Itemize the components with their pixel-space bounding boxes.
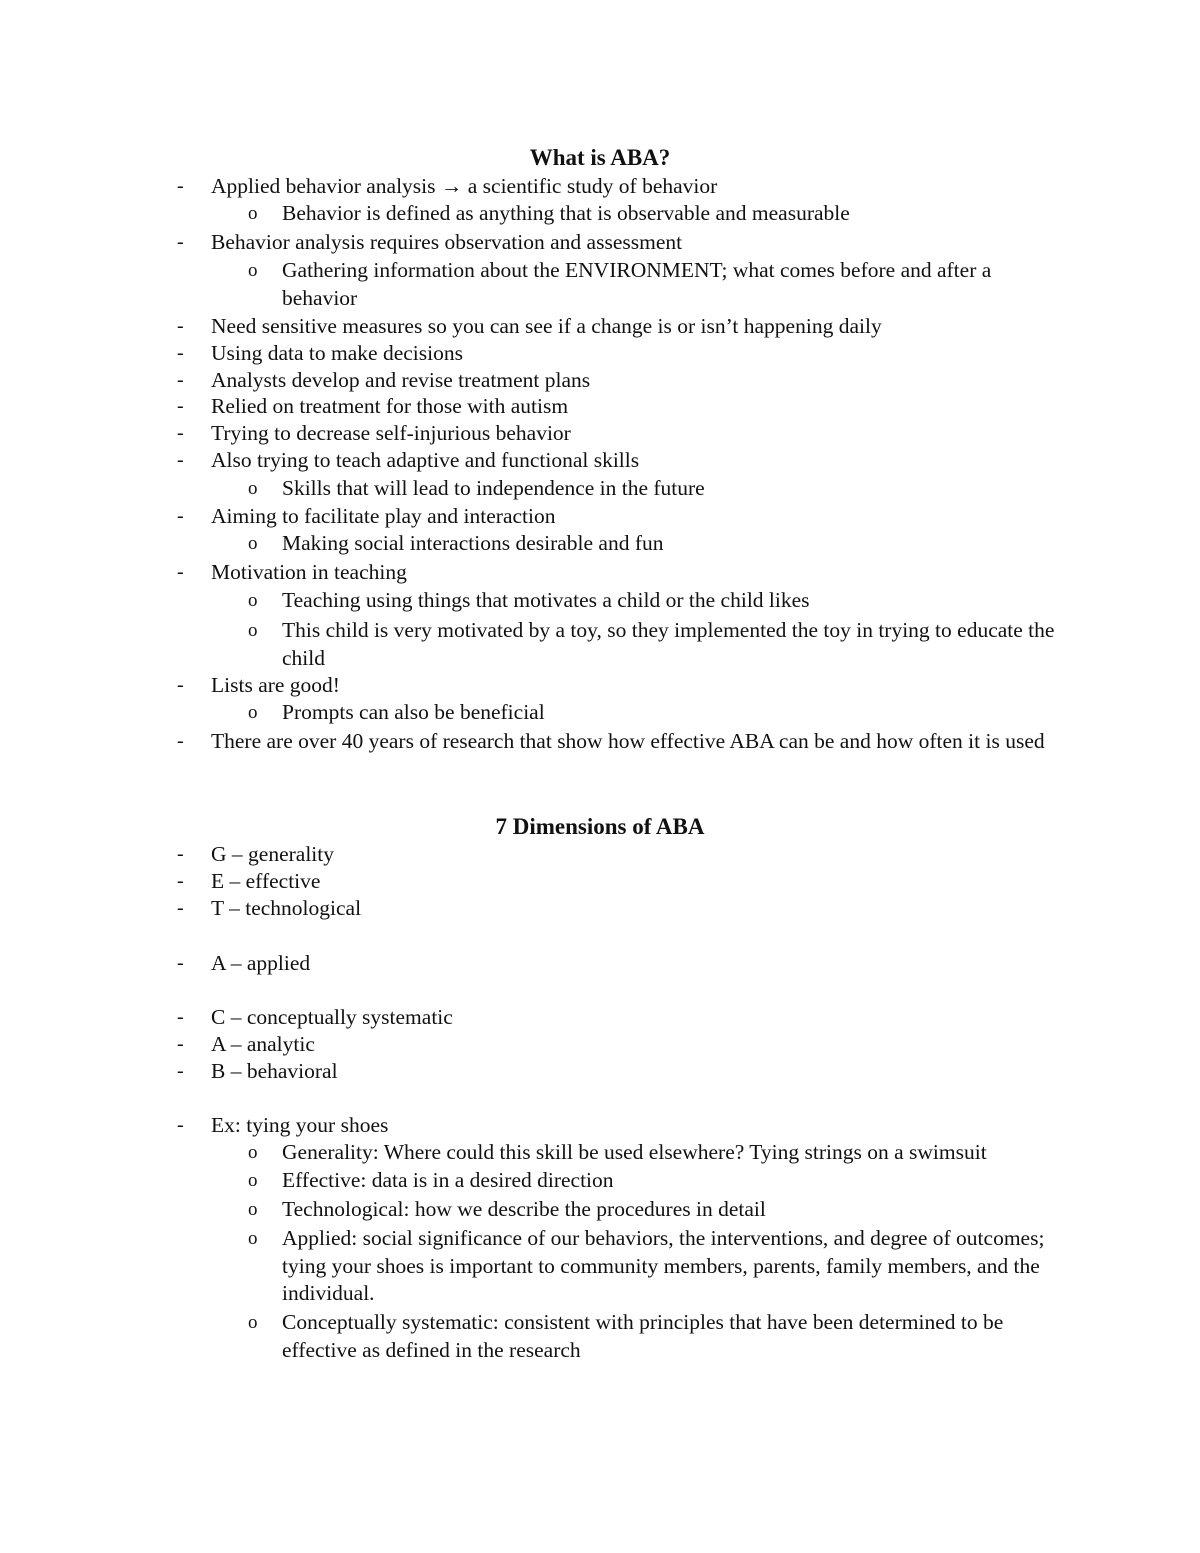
list-item xyxy=(177,950,1067,978)
list-item xyxy=(177,313,1067,341)
list-item-text: Need sensitive measures so you can see if a change is or isn’t happening daily xyxy=(211,314,882,338)
list-item-text: B – behavioral xyxy=(211,1059,338,1083)
heading-seven-dimensions: 7 Dimensions of ABA xyxy=(495,814,705,839)
list-item xyxy=(177,1004,1067,1032)
dash-bullet: - xyxy=(177,952,184,974)
list-item xyxy=(177,447,1067,475)
list-item xyxy=(177,340,1067,368)
dash-bullet: - xyxy=(177,175,184,197)
circle-bullet: o xyxy=(248,1142,258,1163)
sub-list-item xyxy=(248,699,1067,727)
sub-list-item xyxy=(248,530,1067,558)
list-item xyxy=(177,868,1067,896)
list-item xyxy=(177,1031,1067,1059)
sub-list-item xyxy=(248,200,1067,228)
dash-bullet: - xyxy=(177,561,184,583)
sub-list-item-text: Teaching using things that motivates a child or the child likes xyxy=(282,588,810,612)
list-item-text: Also trying to teach adaptive and functional skills xyxy=(211,448,640,472)
sub-list-item xyxy=(248,1225,1067,1308)
dash-bullet: - xyxy=(177,231,184,253)
sub-list-item xyxy=(248,1167,1067,1195)
circle-bullet: o xyxy=(248,1228,258,1249)
list-item xyxy=(177,1112,1067,1140)
list-item-text: Aiming to facilitate play and interaction xyxy=(211,504,556,528)
sub-list-item-text: Gathering information about the ENVIRONMENT; what comes before and after a behavior xyxy=(282,258,992,310)
dash-bullet: - xyxy=(177,1114,184,1136)
sub-list-item-text: Making social interactions desirable and fun xyxy=(282,531,664,555)
dash-bullet: - xyxy=(177,1006,184,1028)
list-item-text: Using data to make decisions xyxy=(211,341,463,365)
sub-list-item-text: Technological: how we describe the procedures in detail xyxy=(282,1197,766,1221)
circle-bullet: o xyxy=(248,260,258,281)
circle-bullet: o xyxy=(248,478,258,499)
list-item xyxy=(177,173,1067,201)
list-item-text: Motivation in teaching xyxy=(211,560,407,584)
sub-list-item-text: This child is very motivated by a toy, so they implemented the toy in trying to educate the child xyxy=(282,618,1055,670)
dash-bullet: - xyxy=(177,730,184,752)
list-item xyxy=(177,728,1067,756)
sub-list-item-text: Effective: data is in a desired direction xyxy=(282,1168,614,1192)
dash-bullet: - xyxy=(177,505,184,527)
sub-list-item xyxy=(248,475,1067,503)
dash-bullet: - xyxy=(177,870,184,892)
list-item-text: G – generality xyxy=(211,842,334,866)
dash-bullet: - xyxy=(177,395,184,417)
sub-list-item xyxy=(248,1309,1067,1364)
dash-bullet: - xyxy=(177,315,184,337)
sub-list-item-text: Prompts can also be beneficial xyxy=(282,700,545,724)
sub-list-item-text: Skills that will lead to independence in the future xyxy=(282,476,705,500)
list-item-text: A – applied xyxy=(211,951,311,975)
list-item xyxy=(177,229,1067,257)
list-item-text: E – effective xyxy=(211,869,321,893)
dash-bullet: - xyxy=(177,1060,184,1082)
dash-bullet: - xyxy=(177,674,184,696)
list-item-text: Relied on treatment for those with autism xyxy=(211,394,569,418)
list-item xyxy=(177,895,1067,923)
sub-list-item xyxy=(248,617,1067,672)
circle-bullet: o xyxy=(248,702,258,723)
sub-list-item-text: Conceptually systematic: consistent with principles that have been determined to be effective as defined in the research xyxy=(282,1310,1004,1362)
circle-bullet: o xyxy=(248,590,258,611)
list-item-text: A – analytic xyxy=(211,1032,315,1056)
list-item-text: Analysts develop and revise treatment plans xyxy=(211,368,591,392)
circle-bullet: o xyxy=(248,620,258,641)
list-item-text: There are over 40 years of research that show how effective ABA can be and how often it is used xyxy=(211,729,1045,753)
dash-bullet: - xyxy=(177,897,184,919)
list-item-text: Ex: tying your shoes xyxy=(211,1113,389,1137)
list-item xyxy=(177,672,1067,700)
sub-list-item-text: Applied: social significance of our behaviors, the interventions, and degree of outcomes; tying your shoes is important to community members, parents, family members, and the individual. xyxy=(282,1226,1045,1305)
list-item xyxy=(177,1058,1067,1086)
sub-list-item xyxy=(248,1196,1067,1224)
dash-bullet: - xyxy=(177,1033,184,1055)
list-item-text: Trying to decrease self-injurious behavior xyxy=(211,421,571,445)
sub-list-item-text: Behavior is defined as anything that is observable and measurable xyxy=(282,201,850,225)
circle-bullet: o xyxy=(248,1199,258,1220)
list-item xyxy=(177,503,1067,531)
sub-list-item xyxy=(248,257,1067,312)
list-item xyxy=(177,367,1067,395)
dash-bullet: - xyxy=(177,843,184,865)
list-item xyxy=(177,420,1067,448)
dash-bullet: - xyxy=(177,422,184,444)
list-item xyxy=(177,841,1067,869)
dash-bullet: - xyxy=(177,369,184,391)
sub-list-item-text: Generality: Where could this skill be used elsewhere? Tying strings on a swimsuit xyxy=(282,1140,987,1164)
dash-bullet: - xyxy=(177,449,184,471)
sub-list-item xyxy=(248,587,1067,615)
list-item-text: T – technological xyxy=(211,896,362,920)
circle-bullet: o xyxy=(248,533,258,554)
sub-list-item xyxy=(248,1139,1067,1167)
circle-bullet: o xyxy=(248,1312,258,1333)
circle-bullet: o xyxy=(248,1170,258,1191)
list-item-text: C – conceptually systematic xyxy=(211,1005,453,1029)
list-item-text: Lists are good! xyxy=(211,673,340,697)
heading-what-is-aba: What is ABA? xyxy=(529,145,671,170)
list-item-text: Behavior analysis requires observation and assessment xyxy=(211,230,683,254)
circle-bullet: o xyxy=(248,203,258,224)
list-item xyxy=(177,393,1067,421)
list-item xyxy=(177,559,1067,587)
dash-bullet: - xyxy=(177,342,184,364)
list-item-text: Applied behavior analysis → a scientific study of behavior xyxy=(211,174,718,198)
